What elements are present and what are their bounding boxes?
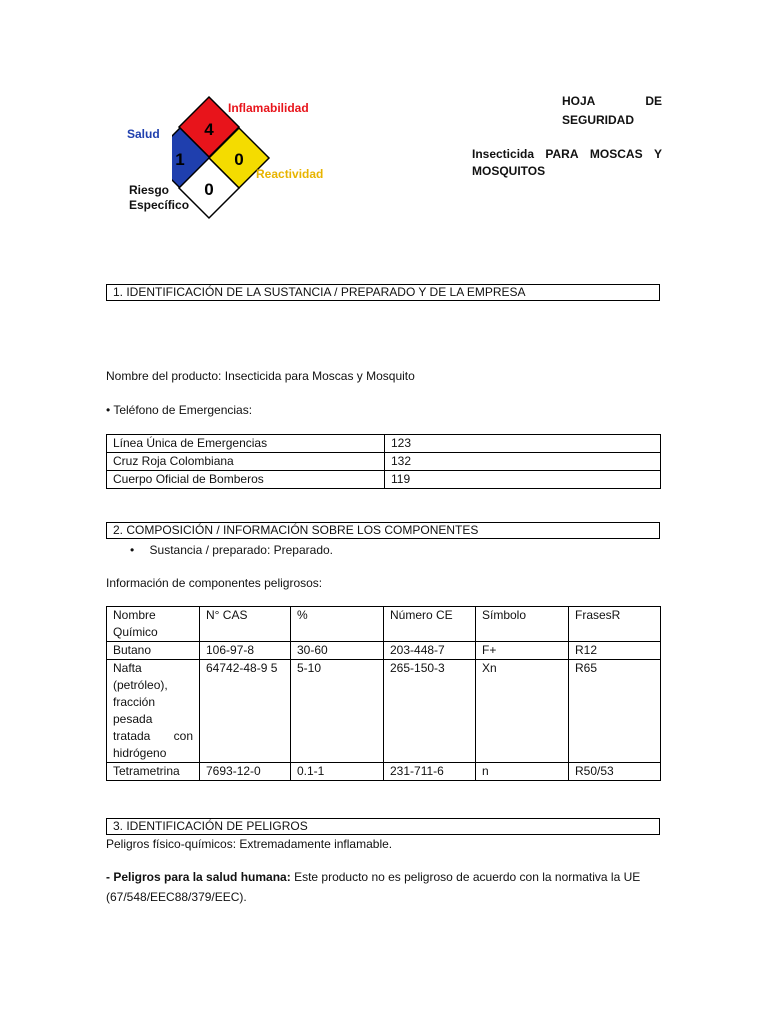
cell-cas: 64742-48-9 5 (200, 660, 291, 763)
product-title-word: Y (653, 147, 662, 161)
cell-name-line: (petróleo), (113, 678, 168, 692)
table-row (107, 453, 661, 471)
specific-risk-value: 0 (204, 180, 214, 199)
header-symbol: Símbolo (476, 607, 569, 642)
cell-name-line: pesada (113, 712, 153, 726)
cell-name: Butano (107, 642, 200, 660)
cell-phrases: R65 (569, 660, 661, 763)
header-phrases: FrasesR (569, 607, 661, 642)
header-percent: % (291, 607, 384, 642)
cell-percent: 5-10 (291, 660, 384, 763)
table-row (107, 435, 661, 453)
health-label: Salud (127, 127, 160, 141)
table-row (107, 471, 661, 489)
cell-cas: 106-97-8 (200, 642, 291, 660)
cell-symbol: n (476, 763, 569, 781)
title-word-de: DE (645, 94, 662, 108)
reactivity-value: 0 (234, 150, 244, 169)
product-name: Nombre del producto: Insecticida para Moscas y Mosquito (106, 369, 415, 383)
cell-name-line: fracción (113, 695, 156, 709)
health-hazards-reference: (67/548/EEC88/379/EEC). (106, 890, 247, 904)
health-hazards-text: Este producto no es peligroso de acuerdo con la normativa la UE (294, 870, 641, 884)
cell-phrases: R50/53 (569, 763, 661, 781)
title-word-seguridad: SEGURIDAD (562, 113, 635, 127)
emergency-line-name: Línea Única de Emergencias (107, 435, 385, 453)
section-1-heading: 1. IDENTIFICACIÓN DE LA SUSTANCIA / PREPARADO Y DE LA EMPRESA (106, 284, 660, 301)
cell-ce: 231-711-6 (384, 763, 476, 781)
specific-risk-label-line1: Riesgo (129, 183, 170, 197)
components-table (106, 606, 661, 781)
specific-risk-label-line2: Específico (129, 198, 190, 212)
health-hazards-label: - Peligros para la salud humana: (106, 870, 291, 884)
components-heading: Información de componentes peligrosos: (106, 576, 323, 590)
table-header-row (107, 607, 661, 642)
cell-name (107, 660, 200, 763)
cell-symbol: F+ (476, 642, 569, 660)
table-row (107, 763, 661, 781)
table-row (107, 642, 661, 660)
cell-ce: 203-448-7 (384, 642, 476, 660)
product-title-word: MOSCAS (589, 147, 643, 161)
bullet-icon: • (130, 543, 135, 557)
section-3-heading: 3. IDENTIFICACIÓN DE PELIGROS (106, 818, 660, 835)
cell-ce: 265-150-3 (384, 660, 476, 763)
header-ce: Número CE (384, 607, 476, 642)
cell-phrases: R12 (569, 642, 661, 660)
physical-hazards: Peligros físico-químicos: Extremadamente inflamable. (106, 837, 393, 851)
emergency-phone-heading: • Teléfono de Emergencias: (106, 403, 253, 417)
title-word-hoja: HOJA (562, 94, 596, 108)
cell-name: Tetrametrina (107, 763, 200, 781)
table-row (107, 660, 661, 763)
product-title-word: PARA (545, 147, 579, 161)
cell-name-line: Nafta (113, 661, 142, 675)
cell-cas: 7693-12-0 (200, 763, 291, 781)
product-title (472, 146, 662, 180)
product-title-word: Insecticida (472, 147, 535, 161)
emergency-phone-table (106, 434, 661, 489)
flammability-label: Inflamabilidad (228, 101, 309, 115)
header-nombre-quimico (107, 607, 200, 642)
substance-bullet-text: Sustancia / preparado: Preparado. (149, 543, 333, 557)
flammability-value: 4 (204, 120, 214, 139)
cell-percent: 0.1-1 (291, 763, 384, 781)
cell-symbol: Xn (476, 660, 569, 763)
emergency-line-phone: 119 (385, 471, 661, 489)
nfpa-diamond (120, 88, 340, 223)
cell-name-word: tratada (113, 729, 151, 743)
reactivity-label: Reactividad (256, 167, 324, 181)
cell-name-line (113, 728, 193, 745)
emergency-line-phone: 132 (385, 453, 661, 471)
emergency-line-name: Cruz Roja Colombiana (107, 453, 385, 471)
header-nombre-line1: Nombre (113, 608, 156, 622)
product-title-line2: MOSQUITOS (472, 164, 546, 178)
substance-bullet (130, 542, 333, 559)
emergency-line-name: Cuerpo Oficial de Bomberos (107, 471, 385, 489)
header-nombre-line2: Químico (113, 625, 158, 639)
cell-percent: 30-60 (291, 642, 384, 660)
emergency-line-phone: 123 (385, 435, 661, 453)
document-title (562, 93, 662, 129)
section-2-heading: 2. COMPOSICIÓN / INFORMACIÓN SOBRE LOS COMPONENTES (106, 522, 660, 539)
cell-name-word: con (173, 729, 193, 743)
health-value: 1 (175, 150, 185, 169)
cell-name-line: hidrógeno (113, 746, 167, 760)
health-hazards (106, 869, 661, 886)
header-cas: N° CAS (200, 607, 291, 642)
